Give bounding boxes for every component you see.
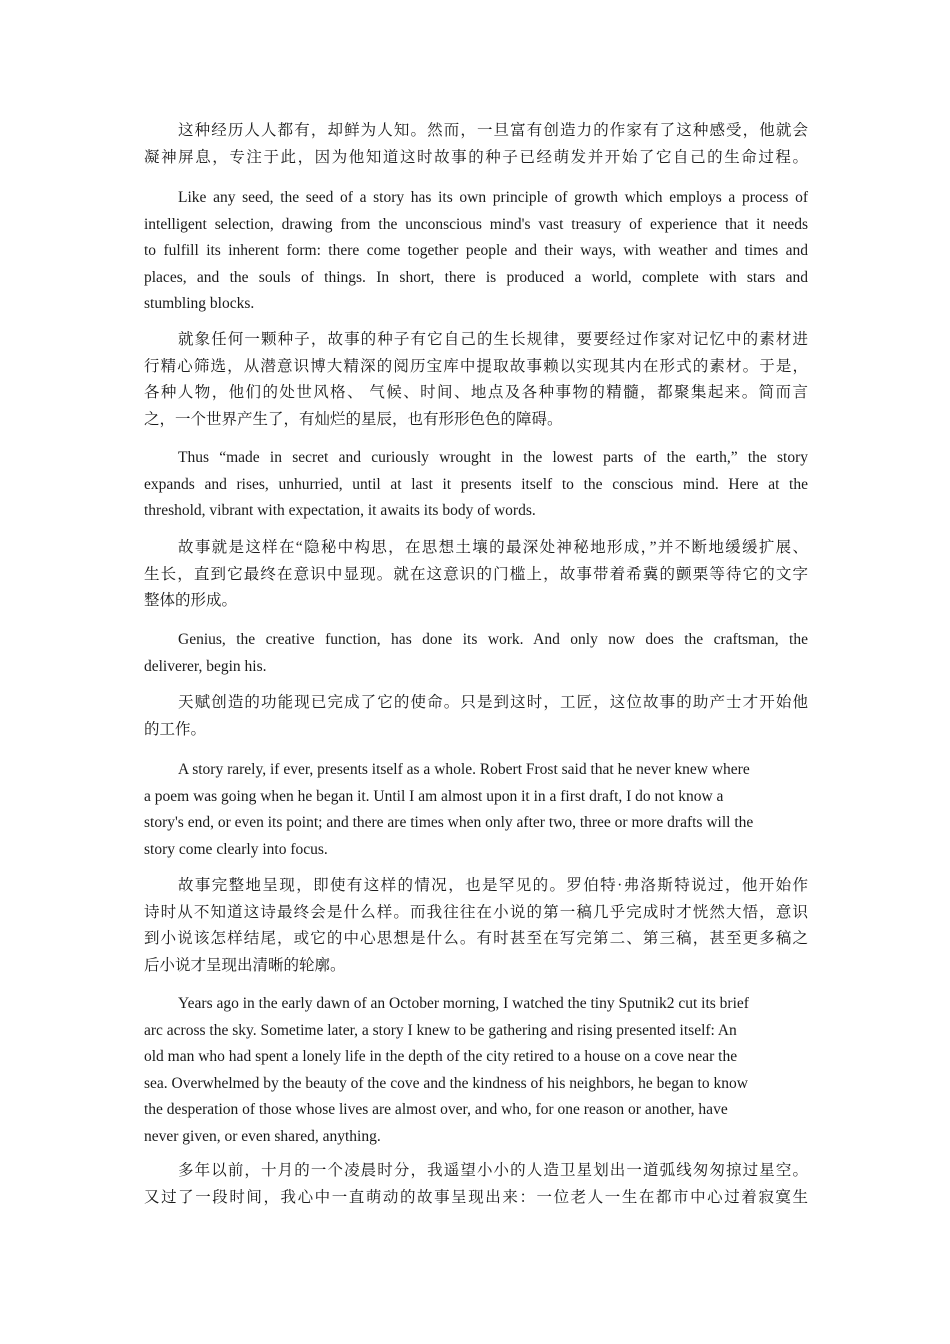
paragraph-en-5	[144, 991, 808, 1150]
text-line: threshold, vibrant with expectation, it awaits its body of words.	[144, 502, 536, 519]
text-line: arc across the sky. Sometime later, a story I knew to be gathering and rising presented itself: An	[144, 1021, 737, 1039]
text-line: Years ago in the early dawn of an October morning, I watched the tiny Sputnik2 cut its brief	[178, 995, 749, 1012]
text-line: 故事就是这样在“隐秘中构思，在思想土壤的最深处神秘地形成，”并不断地缓缓扩展、	[178, 539, 808, 556]
text-line: 故事完整地呈现，即使有这样的情况，也是罕见的。罗伯特·弗洛斯特说过，他开始作	[178, 877, 808, 894]
paragraph-en-3	[144, 627, 808, 680]
text-line: places, and the souls of things. In short, there is produced a world, complete with stars and	[144, 268, 808, 286]
text-line: 多年以前，十月的一个凌晨时分，我遥望小小的人造卫星划出一道弧线匆匆掠过星空。	[178, 1162, 808, 1179]
text-line: story's end, or even its point; and there are times when only after two, three or more drafts will the	[144, 814, 754, 831]
paragraph-zh-6	[144, 1158, 808, 1211]
text-line: 到小说该怎样结尾，或它的中心思想是什么。有时甚至在写完第二、第三稿，甚至更多稿之	[144, 930, 808, 947]
text-line: a poem was going when he began it. Until I am almost upon it in a first draft, I do not know a	[144, 787, 724, 805]
text-line: stumbling blocks.	[144, 295, 255, 312]
paragraph-en-4	[144, 757, 808, 863]
paragraph-en-1	[144, 185, 808, 318]
text-line: sea. Overwhelmed by the beauty of the cove and the kindness of his neighbors, he began to know	[144, 1074, 748, 1092]
text-line: 之，一个世界产生了，有灿烂的星辰，也有形形色色的障碍。	[144, 410, 563, 428]
text-line: 行精心筛选，从潜意识博大精深的阅历宝库中提取故事赖以实现其内在形式的素材。于是，	[144, 357, 808, 375]
text-line: story come clearly into focus.	[144, 840, 328, 858]
paragraph-zh-1	[144, 118, 808, 171]
text-line: 生长，直到它最终在意识中显现。就在这意识的门槛上，故事带着希冀的颤栗等待它的文字	[144, 565, 808, 583]
text-line: 的工作。	[144, 720, 207, 738]
text-line: Thus “made in secret and curiously wrought in the lowest parts of the earth,” the story	[178, 449, 808, 466]
text-line: deliverer, begin his.	[144, 657, 267, 675]
paragraph-zh-5	[144, 873, 808, 979]
text-line: Like any seed, the seed of a story has its own principle of growth which employs a process of	[178, 189, 808, 206]
paragraph-zh-2	[144, 327, 808, 433]
text-line: 就象任何一颗种子，故事的种子有它自己的生长规律，要要经过作家对记忆中的素材进	[178, 331, 808, 348]
text-line: Genius, the creative function, has done its work. And only now does the craftsman, the	[178, 631, 808, 648]
text-line: intelligent selection, drawing from the unconscious mind's vast treasury of experience that it needs	[144, 215, 808, 233]
text-line: the desperation of those whose lives are almost over, and who, for one reason or another, have	[144, 1101, 728, 1118]
text-line: 这种经历人人都有，却鲜为人知。然而，一旦富有创造力的作家有了这种感受，他就会	[178, 122, 808, 139]
paragraph-en-2	[144, 445, 808, 525]
text-line: 后小说才呈现出清晰的轮廓。	[144, 956, 346, 974]
text-line: 又过了一段时间，我心中一直萌动的故事呈现出来：一位老人一生在都市中心过着寂寞生	[144, 1188, 808, 1206]
text-line: to fulfill its inherent form: there come together people and their ways, with weather and times and	[144, 242, 808, 259]
text-line: 整体的形成。	[144, 592, 238, 609]
text-line: 诗时从不知道这诗最终会是什么样。而我往往在小说的第一稿几乎完成时才恍然大悟，意识	[144, 903, 808, 921]
text-line: never given, or even shared, anything.	[144, 1127, 381, 1145]
text-line: A story rarely, if ever, presents itself as a whole. Robert Frost said that he never knew where	[178, 761, 750, 778]
text-line: 各种人物，他们的处世风格、 气候、时间、地点及各种事物的精髓，都聚集起来。简而言	[144, 384, 808, 401]
text-line: 凝神屏息，专注于此，因为他知道这时故事的种子已经萌发并开始了它自己的生命过程。	[144, 148, 808, 166]
paragraph-zh-3	[144, 535, 808, 615]
text-line: old man who had spent a lonely life in the depth of the city retired to a house on a cove near the	[144, 1048, 738, 1065]
text-line: expands and rises, unhurried, until at last it presents itself to the conscious mind. Here at the	[144, 475, 808, 493]
paragraph-zh-4	[144, 690, 808, 743]
text-line: 天赋创造的功能现已完成了它的使命。只是到这时，工匠，这位故事的助产士才开始他	[178, 694, 808, 711]
